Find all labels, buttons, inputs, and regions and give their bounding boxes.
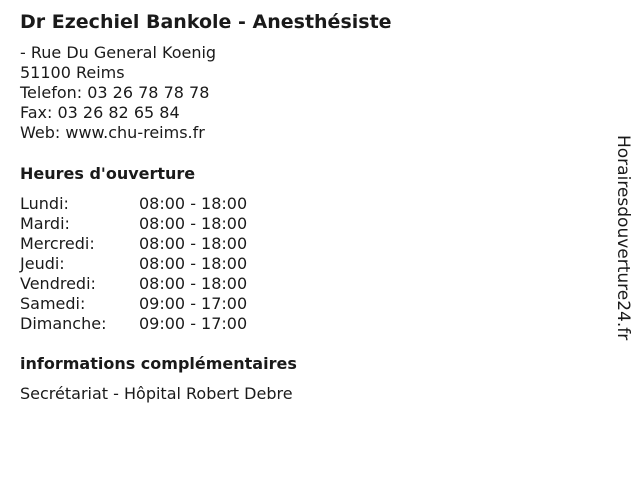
hours-heading: Heures d'ouverture: [20, 164, 196, 183]
time-value: 08:00 - 18:00: [139, 254, 248, 273]
hours-row: [20, 214, 247, 234]
day-label: Jeudi:: [20, 254, 65, 273]
hours-row: [20, 294, 247, 314]
phone-line: Telefon: 03 26 78 78 78: [20, 83, 210, 102]
hours-row: [20, 274, 247, 294]
day-label: Vendredi:: [20, 274, 96, 293]
day-label: Samedi:: [20, 294, 86, 313]
time-value: 09:00 - 17:00: [139, 314, 248, 333]
day-label: Dimanche:: [20, 314, 107, 333]
day-label: Mercredi:: [20, 234, 95, 253]
time-value: 08:00 - 18:00: [139, 194, 248, 213]
time-value: 09:00 - 17:00: [139, 294, 248, 313]
time-value: 08:00 - 18:00: [139, 274, 248, 293]
hours-row: [20, 234, 247, 254]
site-watermark: Horairesdouverture24.fr: [613, 135, 633, 341]
fax-line: Fax: 03 26 82 65 84: [20, 103, 180, 122]
time-value: 08:00 - 18:00: [139, 234, 248, 253]
time-value: 08:00 - 18:00: [139, 214, 248, 233]
hours-row: [20, 314, 247, 334]
hours-table: [20, 194, 247, 334]
street-line: - Rue Du General Koenig: [20, 43, 217, 62]
address-block: [20, 43, 580, 143]
hours-row: [20, 254, 247, 274]
city-line: 51100 Reims: [20, 63, 125, 82]
day-label: Lundi:: [20, 194, 69, 213]
hours-row: [20, 194, 247, 214]
business-card: [20, 10, 580, 404]
page-title: Dr Ezechiel Bankole - Anesthésiste: [20, 11, 392, 33]
day-label: Mardi:: [20, 214, 70, 233]
web-line: Web: www.chu-reims.fr: [20, 123, 205, 142]
extra-info-text: Secrétariat - Hôpital Robert Debre: [20, 384, 293, 403]
extra-info-heading: informations complémentaires: [20, 354, 297, 373]
